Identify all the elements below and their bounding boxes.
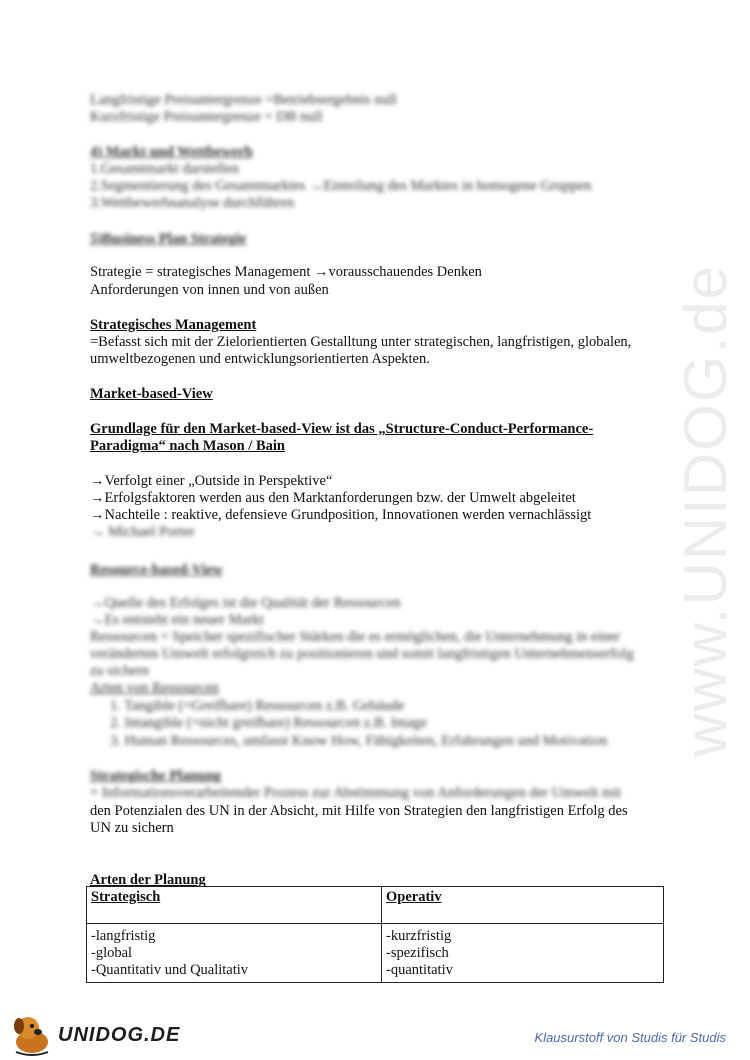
- table-cell-item: -spezifisch: [386, 945, 449, 961]
- grundlage-heading: Grundlage für den Market-based-View ist das „Structure-Conduct-Performance-: [90, 421, 594, 437]
- blurred-line: →Quelle des Erfolges ist die Qualität der Ressourcen: [90, 595, 401, 611]
- blurred-line: →Es entsteht ein neuer Markt: [90, 612, 264, 628]
- blurred-list-item: 3. Human Ressources, umfasst Know How, Fähigkeiten, Erfahrungen und Motivation: [110, 733, 608, 749]
- blurred-heading: 4) Markt und Wettbewerb: [90, 144, 253, 160]
- table-cell: [87, 924, 382, 983]
- bullet-line: →Verfolgt einer „Outside in Perspektive“: [90, 473, 333, 489]
- planning-table: [86, 886, 664, 983]
- watermark-text: www.UNIDOG.de: [671, 263, 739, 757]
- logo-text: UNIDOG.DE: [58, 1024, 181, 1046]
- blurred-list-item: 1. Tangible (=Greifbare) Ressourcen z.B. Gebäude: [110, 698, 405, 714]
- table-cell-item: -langfristig: [91, 928, 156, 944]
- blurred-line: Ressourcen = Speicher spezifischer Stärken die es ermöglichen, die Unternehmung in einer: [90, 629, 621, 645]
- bullet-line: →Erfolgsfaktoren werden aus den Marktanforderungen bzw. der Umwelt abgeleitet: [90, 490, 576, 506]
- table-header-cell: Strategisch: [87, 887, 382, 924]
- table-cell-item: -kurzfristig: [386, 928, 452, 944]
- paragraph-line: umweltbezogenen und entwicklungsorientierten Aspekten.: [90, 351, 430, 367]
- blurred-line: Kurzfristige Preisuntergrenze = DB null: [90, 109, 323, 125]
- table-cell-item: -quantitativ: [386, 962, 453, 978]
- section-heading: Strategisches Management: [90, 317, 257, 333]
- table-header-cell: Operativ: [382, 887, 664, 924]
- bullet-line: →Nachteile : reaktive, defensieve Grundposition, Innovationen werden vernachlässigt: [90, 507, 592, 523]
- table-cell-item: -global: [91, 945, 133, 961]
- table-header-row: [87, 887, 664, 924]
- section-heading: Arten der Planung: [90, 872, 206, 888]
- watermark: [645, 263, 750, 757]
- paragraph-line: den Potenzialen des UN in der Absicht, mit Hilfe von Strategien den langfristigen Erfolg des: [90, 803, 628, 819]
- blurred-line: 1.Gesamtmarkt darstellen: [90, 161, 239, 177]
- blurred-line: = Informationsverarbeitender Prozess zur Abstimmung von Anforderungen der Umwelt mit: [90, 785, 622, 801]
- dog-mascot-icon: [8, 1012, 56, 1056]
- table-row: [87, 924, 664, 983]
- table-cell-item: -Quantitativ und Qualitativ: [91, 962, 249, 978]
- paragraph-line: UN zu sichern: [90, 820, 174, 836]
- table-cell: [382, 924, 664, 983]
- blurred-line: Arten von Ressourcen: [90, 680, 219, 696]
- unidog-logo[interactable]: [8, 1012, 181, 1056]
- blurred-line: zu sichern: [90, 663, 150, 679]
- blurred-line: → Michael Porter: [90, 524, 195, 540]
- blurred-heading: Resource-based-View: [90, 562, 223, 578]
- footer-tagline: Klausurstoff von Studis für Studis: [534, 1030, 726, 1045]
- blurred-line: Langfristige Preisuntergrenze =Betriebsergebnis null: [90, 92, 397, 108]
- blurred-list-item: 2. Intangible (=nicht greifbare) Ressourcen z.B. Image: [110, 715, 427, 731]
- blurred-line: 3.Wettbewerbsanalyse durchführen: [90, 195, 295, 211]
- blurred-line: 2.Segmentierung des Gesamtmarktes →Einteilung des Marktes in homogene Gruppen: [90, 178, 592, 194]
- strategie-line: Strategie = strategisches Management →vorausschauendes Denken: [90, 264, 482, 280]
- grundlage-heading: Paradigma“ nach Mason / Bain: [90, 438, 285, 454]
- blurred-heading: 5)Business Plan Strategie: [90, 231, 247, 247]
- blurred-heading: Strategische Planung: [90, 768, 221, 784]
- blurred-line: veränderten Umwelt erfolgreich zu positionieren und somit langfristigen Unternehmenserfolg: [90, 646, 634, 662]
- strategie-line: Anforderungen von innen und von außen: [90, 282, 329, 298]
- paragraph-line: =Befasst sich mit der Zielorientierten Gestalltung unter strategischen, langfristigen, globalen,: [90, 334, 632, 350]
- section-heading: Market-based-View: [90, 386, 213, 402]
